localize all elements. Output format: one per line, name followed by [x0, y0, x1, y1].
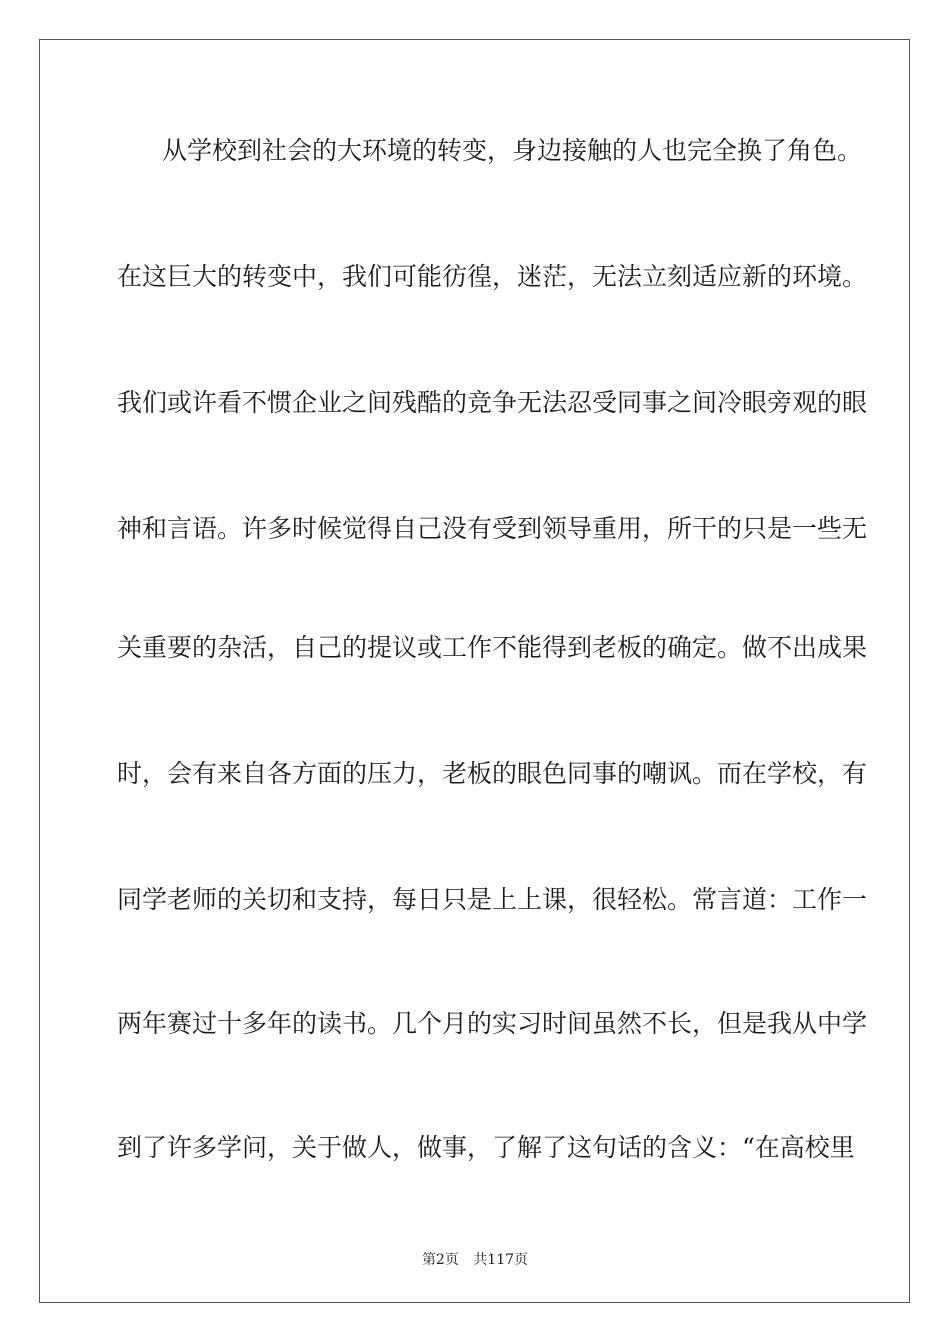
paragraph-line: 两年赛过十多年的读书。几个月的实习时间虽然不长，但是我从中学	[117, 1009, 868, 1038]
paragraph-line: 同学老师的关切和支持，每日只是上上课，很轻松。常言道：工作一	[117, 885, 868, 914]
paragraph-line: 神和言语。许多时候觉得自己没有受到领导重用，所干的只是一些无	[117, 514, 868, 543]
paragraph-line: 关重要的杂活，自己的提议或工作不能得到老板的确定。做不出成果	[117, 633, 868, 662]
paragraph-line: 时，会有来自各方面的压力，老板的眼色同事的嘲讽。而在学校，有	[117, 759, 868, 788]
page-number: 第2页	[421, 1252, 459, 1268]
paragraph-line: 到了许多学问，关于做人，做事，了解了这句话的含义：“在高校里	[117, 1133, 855, 1162]
paragraph-line: 在这巨大的转变中，我们可能彷徨，迷茫，无法立刻适应新的环境。	[117, 262, 868, 291]
paragraph-line: 从学校到社会的大环境的转变，身边接触的人也完全换了角色。	[162, 136, 863, 165]
page-footer	[0, 1249, 950, 1269]
paragraph-line: 我们或许看不惯企业之间残酷的竞争无法忍受同事之间冷眼旁观的眼	[117, 388, 868, 417]
page-total: 共117页	[473, 1252, 529, 1268]
page-border	[39, 39, 910, 1303]
